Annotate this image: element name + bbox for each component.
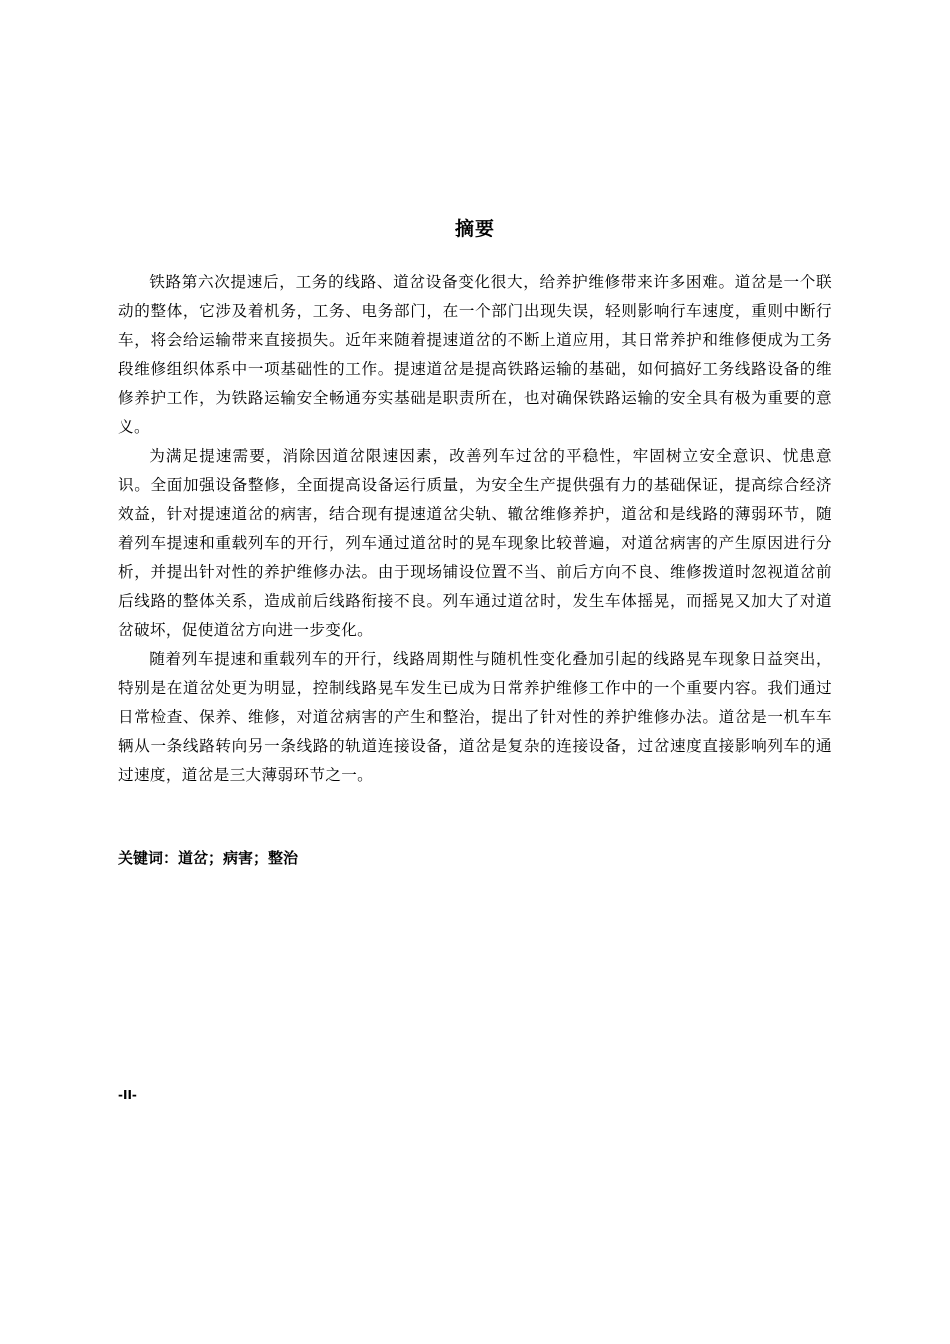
keywords-line: 关键词：道岔；病害；整治 — [118, 849, 299, 867]
page-title: 摘要 — [454, 218, 495, 240]
abstract-body — [118, 268, 832, 790]
abstract-paragraph-1: 铁路第六次提速后，工务的线路、道岔设备变化很大，给养护维修带来许多困难。道岔是一个联动的整体，它涉及着机务，工务、电务部门，在一个部门出现失误，轻则影响行车速度，重则中断行车，将会给运输带来直接损失。近年来随着提速道岔的不断上道应用，其日常养护和维修便成为工务段维修组织体系中一项基础性的工作。提速道岔是提高铁路运输的基础，如何搞好工务线路设备的维修养护工作，为铁路运输安全畅通夯实基础是职责所在，也对确保铁路运输的安全具有极为重要的意义。 — [118, 273, 832, 436]
abstract-paragraph-3: 随着列车提速和重载列车的开行，线路周期性与随机性变化叠加引起的线路晃车现象日益突出，特别是在道岔处更为明显，控制线路晃车发生已成为日常养护维修工作中的一个重要内容。我们通过日常检查、保养、维修，对道岔病害的产生和整治，提出了针对性的养护维修办法。道岔是一机车车辆从一条线路转向另一条线路的轨道连接设备，道岔是复杂的连接设备，过岔速度直接影响列车的通过速度，道岔是三大薄弱环节之一。 — [118, 650, 832, 784]
page-number: -II- — [118, 1088, 137, 1102]
abstract-paragraph-2: 为满足提速需要，消除因道岔限速因素，改善列车过岔的平稳性，牢固树立安全意识、忧患意识。全面加强设备整修，全面提高设备运行质量，为安全生产提供强有力的基础保证，提高综合经济效益，针对提速道岔的病害，结合现有提速道岔尖轨、辙岔维修养护，道岔和是线路的薄弱环节，随着列车提速和重载列车的开行，列车通过道岔时的晃车现象比较普遍，对道岔病害的产生原因进行分析，并提出针对性的养护维修办法。由于现场铺设位置不当、前后方向不良、维修拨道时忽视道岔前后线路的整体关系，造成前后线路衔接不良。列车通过道岔时，发生车体摇晃，而摇晃又加大了对道岔破坏，促使道岔方向进一步变化。 — [118, 447, 832, 639]
